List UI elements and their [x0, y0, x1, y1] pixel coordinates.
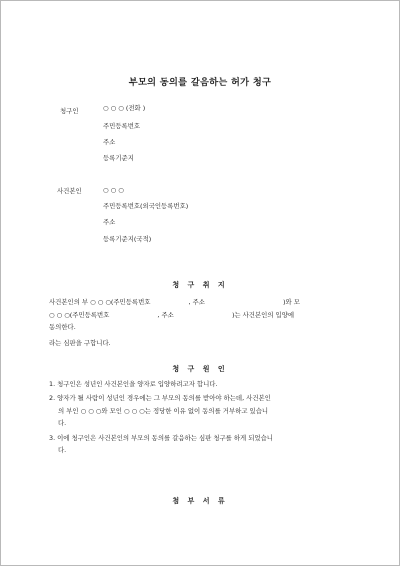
cause-item-2-line-1: 2. 양자가 될 사람이 성년인 경우에는 그 부모의 동의를 받아야 하는데, 사건본인	[49, 394, 271, 402]
cause-item-3-line-1: 3. 이에 청구인은 사건본인의 부모의 동의를 갈음하는 심판 청구를 하게 되었습니	[49, 434, 273, 442]
cause-item-3-line-2: 다.	[58, 446, 67, 454]
principal-registry: 등록기준지(국적)	[103, 235, 152, 243]
purpose-line-2-part-b: , 주소	[157, 311, 174, 319]
petitioner-registry: 등록기준지	[103, 154, 134, 162]
purpose-line-1-part-c: )와 모	[283, 298, 300, 306]
purpose-line-2-part-c: )는 사건본인의 입양에	[231, 311, 295, 319]
purpose-line-2	[49, 310, 294, 321]
principal-label: 사건본인	[57, 187, 82, 195]
purpose-line-4: 라는 심판을 구합니다.	[49, 339, 111, 347]
principal-rrn: 주민등록번호(외국인등록번호)	[103, 202, 189, 210]
cause-item-2-line-2: 의 부인 ○ ○ ○와 모인 ○ ○ ○는 정당한 이유 없이 동의를 거부하고 있습니	[58, 407, 269, 415]
petitioner-address: 주소	[103, 138, 116, 146]
purpose-line-1-part-b: , 주소	[188, 298, 205, 306]
purpose-line-1-part-a: 사건본인의 부 ○ ○ ○(주민등록번호	[49, 298, 151, 306]
document-title: 부모의 동의를 갈음하는 허가 청구	[128, 77, 272, 88]
purpose-line-1	[49, 297, 300, 308]
petitioner-name-line: ○ ○ ○ (전화 )	[103, 104, 146, 112]
purpose-line-2-part-a: ○ ○ ○(주민등록번호	[49, 311, 110, 319]
cause-item-1: 1. 청구인은 성년인 사건본인을 양자로 입양하려고자 합니다.	[49, 380, 218, 388]
purpose-heading: 청 구 취 지	[172, 281, 228, 289]
petitioner-rrn: 주민등록번호	[103, 122, 141, 130]
attachments-heading: 첨 부 서 류	[172, 497, 228, 505]
principal-address: 주소	[103, 218, 116, 226]
petitioner-label: 청구인	[60, 107, 79, 115]
cause-item-2-line-3: 다.	[58, 419, 67, 427]
cause-heading: 청 구 원 인	[172, 365, 228, 373]
purpose-line-3: 동의한다.	[49, 323, 76, 331]
principal-name-line: ○ ○ ○	[103, 186, 124, 194]
